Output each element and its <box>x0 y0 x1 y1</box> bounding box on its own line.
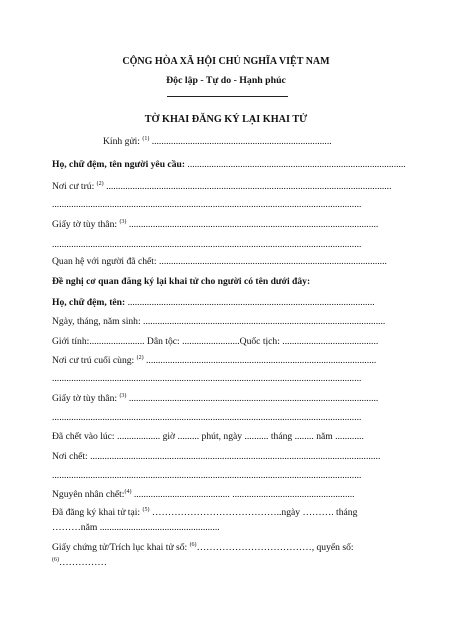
motto-header: Độc lập - Tự do - Hạnh phúc <box>166 75 286 86</box>
field-deceased-name[interactable]: Họ, chữ đệm, tên: ....................................................................................................... <box>52 297 375 308</box>
field-gender-ethnicity-nationality[interactable]: Giới tính:....................... Dân tộc: ........................Quốc tịch: ........................................ <box>52 336 379 347</box>
field-date-of-birth[interactable]: Ngày, tháng, năm sinh: ..................................................................................................... <box>52 316 386 327</box>
field-relation[interactable]: Quan hệ với người đã chết: ............................................................................................... <box>52 256 387 267</box>
field-residence-cont[interactable]: ................................................................................................................................. <box>52 199 362 210</box>
field-id-document-cont[interactable]: ................................................................................................................................. <box>52 239 362 250</box>
form-title: TỜ KHAI ĐĂNG KÝ LẠI KHAI TỬ <box>144 114 308 125</box>
field-deceased-id[interactable]: Giấy tờ tùy thân: $^{(3)}$ ........................................................................................................ <box>52 393 379 404</box>
field-death-certificate-book[interactable]: $^{(6)}$…………… <box>52 557 107 568</box>
field-death-certificate[interactable]: Giấy chứng tử/Trích lục khai tử số: $^{(6)}$………………………………, quyển số: <box>52 542 354 553</box>
field-cause-of-death[interactable]: Nguyên nhân chết:$^{(4)}$ ........................................ ................................................... <box>52 489 355 500</box>
field-registered-at-cont[interactable]: ………năm .................................................. <box>52 522 220 533</box>
republic-header: CỘNG HÒA XÃ HỘI CHỦ NGHĨA VIỆT NAM <box>122 56 330 67</box>
field-death-place-cont[interactable]: ................................................................................................................................. <box>52 470 362 481</box>
field-kinh-gui[interactable]: Kính gửi: $^{(1)}$ ........................................................................... <box>103 136 332 147</box>
field-last-residence[interactable]: Nơi cư trú cuối cùng: $^{(2)}$ ................................................................................................ <box>52 355 377 366</box>
field-deceased-id-cont[interactable]: ................................................................................................................................. <box>52 412 362 423</box>
field-registered-at[interactable]: Đã đăng ký khai tử tại: $^{(5)}$ …………………………………..ngày ………. tháng <box>52 507 358 518</box>
field-time-of-death[interactable]: Đã chết vào lúc: .................. giờ ......... phút, ngày .......... tháng ........ năm ............ <box>52 431 364 442</box>
header-underline <box>167 96 288 97</box>
field-death-place[interactable]: Nơi chết: ......................................................................................................................... <box>52 451 381 462</box>
request-heading: Đề nghị cơ quan đăng ký lại khai tử cho người có tên dưới đây: <box>52 276 311 287</box>
field-residence[interactable]: Nơi cư trú: $^{(2)}$ ....................................................................................................................... <box>52 181 392 192</box>
field-last-residence-cont[interactable]: ................................................................................................................................. <box>52 373 362 384</box>
field-id-document[interactable]: Giấy tờ tùy thân: $^{(3)}$ ........................................................................................................ <box>52 219 379 230</box>
field-requester-name[interactable]: Họ, chữ đệm, tên người yêu cầu: ........................................................................................... <box>52 159 406 170</box>
